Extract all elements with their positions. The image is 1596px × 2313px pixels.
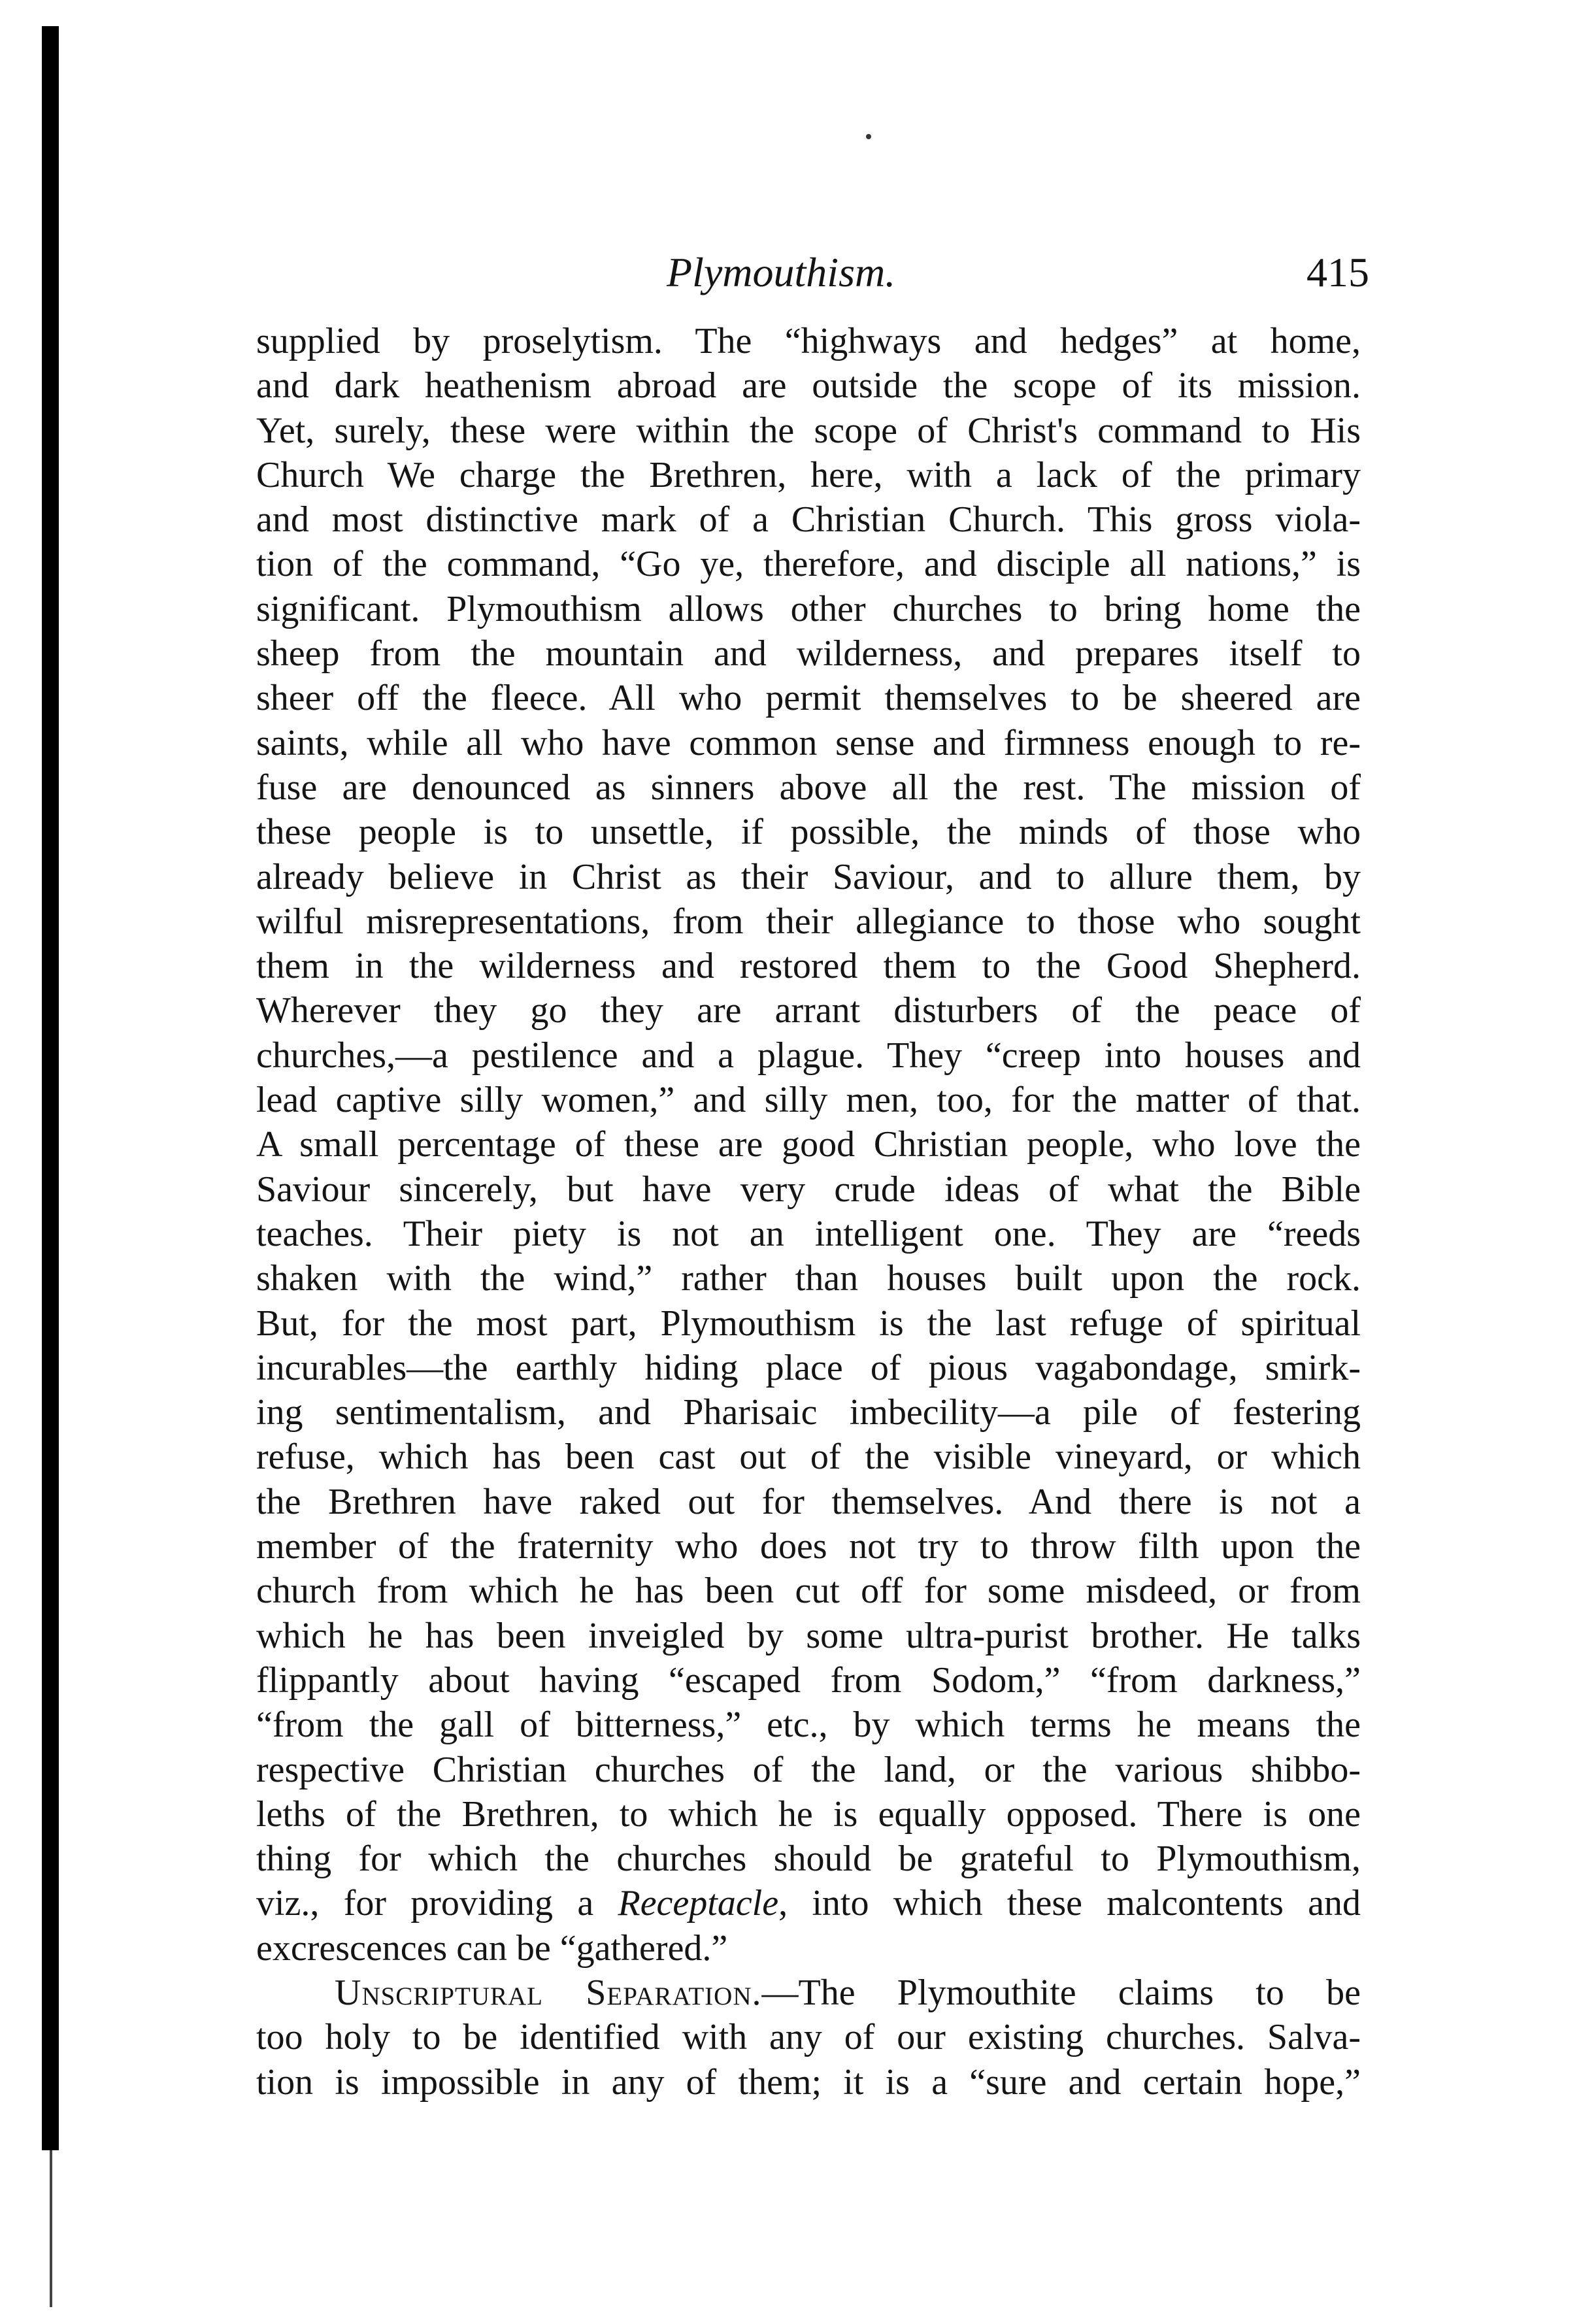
text-line: ing sentimentalism, and Pharisaic imbecility—a pile of festering [256,1392,1361,1433]
section-heading: Unscriptural Separation. [335,1972,762,2013]
text-line: But, for the most part, Plymouthism is the last refuge of spiritual [256,1303,1361,1344]
text-line: church from which he has been cut off for some misdeed, or from [256,1571,1361,1612]
text-line: lead captive silly women,” and silly men, too, for the matter of that. [256,1080,1361,1121]
italic-term: Receptacle [618,1883,779,1924]
binding-edge [42,26,59,2150]
text-line: thing for which the churches should be grateful to Plymouthism, [256,1839,1361,1880]
page-header [258,243,1369,315]
print-speck [866,134,871,139]
text-line: refuse, which has been cast out of the visible vineyard, or which [256,1437,1361,1478]
page-number: 415 [1306,249,1369,295]
text-line: which he has been inveigled by some ultra-purist brother. He talks [256,1615,1361,1656]
paragraph-end-line: excrescences can be “gathered.” [256,1927,728,1969]
text-run: —The Plymouthite claims to be [761,1972,1361,2013]
text-run: viz., for providing a [256,1883,618,1924]
text-line [256,1881,1361,1925]
text-line: A small percentage of these are good Christian people, who love the [256,1124,1361,1165]
text-line: member of the fraternity who does not try to throw filth upon the [256,1526,1361,1567]
text-line: and dark heathenism abroad are outside the scope of its mission. [256,365,1361,407]
text-line: Church We charge the Brethren, here, with a lack of the primary [256,454,1361,495]
text-line: Saviour sincerely, but have very crude ideas of what the Bible [256,1169,1361,1210]
text-line: supplied by proselytism. The “highways and hedges” at home, [256,321,1361,361]
text-line: incurables—the earthly hiding place of pious vagabondage, smirk- [256,1347,1361,1388]
page-edge-line [50,2150,52,2307]
text-line: shaken with the wind,” rather than houses built upon the rock. [256,1258,1361,1299]
text-line: the Brethren have raked out for themselves. And there is not a [256,1481,1361,1522]
text-line: Yet, surely, these were within the scope of Christ's command to His [256,410,1361,451]
text-line: and most distinctive mark of a Christian Church. This gross viola- [256,499,1361,541]
text-line: teaches. Their piety is not an intelligent one. They are “reeds [256,1213,1361,1254]
body-text [256,319,1361,2105]
text-line: sheep from the mountain and wilderness, and prepares itself to [256,633,1361,674]
text-line: wilful misrepresentations, from their allegiance to those who sought [256,901,1361,942]
text-line: saints, while all who have common sense and firmness enough to re- [256,722,1361,763]
text-line: churches,—a pestilence and a plague. They “creep into houses and [256,1035,1361,1076]
text-run: , into which these malcontents and [778,1883,1361,1924]
text-line: already believe in Christ as their Saviour, and to allure them, by [256,856,1361,897]
text-line: “from the gall of bitterness,” etc., by which terms he means the [256,1705,1361,1746]
text-line: significant. Plymouthism allows other churches to bring home the [256,588,1361,629]
text-line: respective Christian churches of the land, or the various shibbo- [256,1749,1361,1790]
text-line: fuse are denounced as sinners above all the rest. The mission of [256,767,1361,808]
text-line: sheer off the fleece. All who permit themselves to be sheered are [256,678,1361,719]
text-line: leths of the Brethren, to which he is equally opposed. There is one [256,1793,1361,1835]
text-line [256,1971,1361,2015]
text-line: tion of the command, “Go ye, therefore, and disciple all nations,” is [256,544,1361,585]
text-line: them in the wilderness and restored them to the Good Shepherd. [256,946,1361,987]
text-line: too holy to be identified with any of our existing churches. Salva- [256,2017,1361,2058]
text-line: flippantly about having “escaped from Sodom,” “from darkness,” [256,1659,1361,1701]
text-line: Wherever they go they are arrant disturbers of the peace of [256,990,1361,1031]
running-title: Plymouthism. [667,249,896,295]
text-line: these people is to unsettle, if possible, the minds of those who [256,812,1361,853]
text-line: tion is impossible in any of them; it is a “sure and certain hope,” [256,2061,1361,2103]
